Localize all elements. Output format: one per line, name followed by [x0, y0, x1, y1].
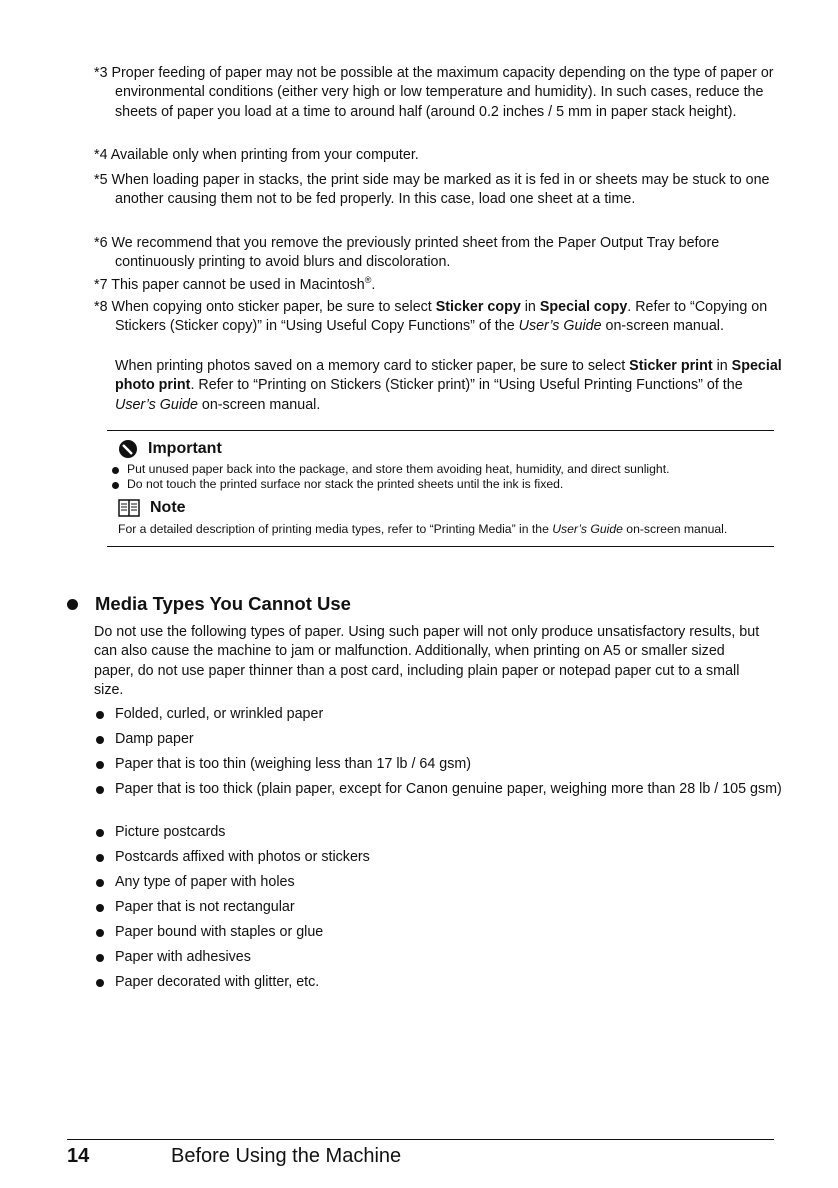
footnote-5: *5 When loading paper in stacks, the print side may be marked as it is fed in or sheets may be stuck to one another causing them not to be fed properly. In this case, load one sheet at a time.: [94, 172, 770, 208]
note-heading: Note: [118, 499, 774, 517]
important-note-box: [107, 430, 774, 547]
list-item: Postcards affixed with photos or stickers: [94, 848, 784, 867]
bullet-icon: [96, 904, 104, 912]
note-text: For a detailed description of printing media types, refer to “Printing Media” in the User’s Guide on-screen manual.: [118, 522, 728, 536]
bullet-icon: [96, 736, 104, 744]
bullet-icon: [67, 599, 78, 610]
bullet-icon: [96, 761, 104, 769]
footnote-3: *3 Proper feeding of paper may not be possible at the maximum capacity depending on the type of paper or environmental conditions (either very high or low temperature and humidity). In such cases, reduce the sheets of paper you load at a time to around half (around 0.2 inches / 5 mm in paper stack height).: [94, 65, 774, 120]
footer-rule: [67, 1139, 774, 1140]
list-item: Paper that is too thin (weighing less than 17 lb / 64 gsm): [94, 755, 784, 774]
bullet-icon: [96, 854, 104, 862]
footnote-7: *7 This paper cannot be used in Macintosh®.: [94, 275, 376, 293]
list-item: Any type of paper with holes: [94, 873, 784, 892]
bullet-icon: [112, 467, 119, 474]
list-item: Paper bound with staples or glue: [94, 923, 784, 942]
bullet-icon: [112, 482, 119, 489]
list-item: Put unused paper back into the package, and store them avoiding heat, humidity, and direct sunlight.: [112, 462, 767, 477]
footnote-8: *8 When copying onto sticker paper, be sure to select Sticker copy in Special copy. Refer to “Copying on Stickers (Sticker copy)” in “Using Useful Copy Functions” of the User’s Guide on-screen manual.: [94, 299, 768, 335]
footnote-8-para2: When printing photos saved on a memory card to sticker paper, be sure to select Sticker print in Special photo print. Refer to “Printing on Stickers (Sticker print)” in “Using Useful Printing Functions” of the User’s Guide on-screen manual.: [115, 358, 782, 413]
list-item: Do not touch the printed surface nor stack the printed sheets until the ink is fixed.: [112, 477, 767, 492]
footnote-6: *6 We recommend that you remove the previously printed sheet from the Paper Output Tray before continuously printing to avoid blurs and discoloration.: [94, 235, 720, 271]
bullet-icon: [96, 829, 104, 837]
important-heading: Important: [118, 439, 774, 459]
bullet-icon: [96, 979, 104, 987]
list-item: Paper decorated with glitter, etc.: [94, 973, 784, 992]
list-item: Paper that is not rectangular: [94, 898, 784, 917]
book-icon: [118, 499, 140, 517]
page-number: 14: [67, 1145, 90, 1167]
list-item: Damp paper: [94, 730, 784, 749]
bullet-icon: [96, 954, 104, 962]
bullet-icon: [96, 929, 104, 937]
list-item: Paper that is too thick (plain paper, except for Canon genuine paper, weighing more than 28 lb / 105 gsm): [94, 780, 784, 799]
footnote-4: *4 Available only when printing from your computer.: [94, 147, 419, 163]
section-intro: Do not use the following types of paper. Using such paper will not only produce unsatisfactory results, but can also cause the machine to jam or malfunction. Additionally, when printing on A5 or smaller sized paper, do not use paper thinner than a post card, including plain paper or notepad paper cut to a small size.: [94, 624, 760, 699]
bullet-icon: [96, 786, 104, 794]
list-item: Folded, curled, or wrinkled paper: [94, 705, 784, 724]
list-item: Picture postcards: [94, 823, 784, 842]
bullet-icon: [96, 879, 104, 887]
important-icon: [118, 439, 138, 459]
important-list: [112, 462, 767, 491]
bullet-icon: [96, 711, 104, 719]
footer-title: Before Using the Machine: [171, 1145, 402, 1167]
section-heading: Media Types You Cannot Use: [67, 593, 351, 615]
list-item: Paper with adhesives: [94, 948, 784, 967]
